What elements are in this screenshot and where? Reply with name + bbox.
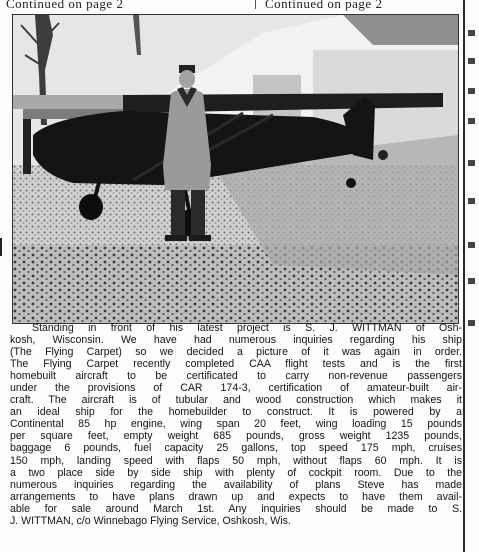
caption-line: arrangements to have plans drawn up and expects to have them avail- — [10, 490, 462, 503]
caption-line: craft. The aircraft is of tubular and wood construction which makes it — [10, 394, 462, 407]
caption-line: 150 mph, landing speed with flaps 50 mph, without flaps 60 mph. It is — [10, 454, 462, 467]
aircraft-photo — [12, 14, 459, 324]
running-header-right: Continued on page 2 — [265, 0, 383, 11]
caption-line: baggage 6 pounds, fuel capacity 25 gallons, top speed 175 mph, cruises — [10, 442, 462, 455]
caption-line: an ideal ship for the homebuilder to construct. It is powered by a — [10, 406, 462, 419]
caption-line: under the provisions of CAR 174-3, certification of amateur-built air- — [10, 382, 462, 395]
caption-line: per square feet, empty weight 685 pounds, gross weight 1235 pounds, — [10, 430, 462, 443]
margin-mark — [0, 238, 2, 256]
caption-line: Continental 85 hp engine, wing span 20 feet, wing loading 15 pounds — [10, 418, 462, 431]
caption-line: homebuilt aircraft to be certificated to carry non-revenue passengers — [10, 370, 462, 383]
caption-line: numerous inquiries regarding the availability of plans Steve has made — [10, 478, 462, 491]
photograph-icon — [13, 15, 458, 323]
caption-line: (The Flying Carpet) so we decided a picture of it was again in order. — [10, 346, 462, 359]
running-header-left: Continued on page 2 — [6, 0, 124, 11]
adjacent-column-fragments — [466, 10, 479, 350]
header-divider — [255, 0, 256, 9]
caption-line: J. WITTMAN, c/o Winnebago Flying Service, Oshkosh, Wis. — [10, 514, 291, 527]
caption-line: The Flying Carpet recently completed CAA flight tests and is the first — [10, 358, 462, 371]
column-rule — [463, 0, 465, 552]
photo-caption — [10, 322, 462, 527]
caption-line: kosh, Wisconsin. We have had numerous inquiries regarding his ship — [10, 334, 462, 347]
caption-line: able for sale around March 1st. Any inquiries should be made to S. — [10, 502, 462, 515]
caption-line: Standing in front of his latest project is S. J. WITTMAN of Osh- — [32, 322, 462, 334]
caption-line: a two place side by side ship with plenty of cockpit room. Due to the — [10, 466, 462, 479]
